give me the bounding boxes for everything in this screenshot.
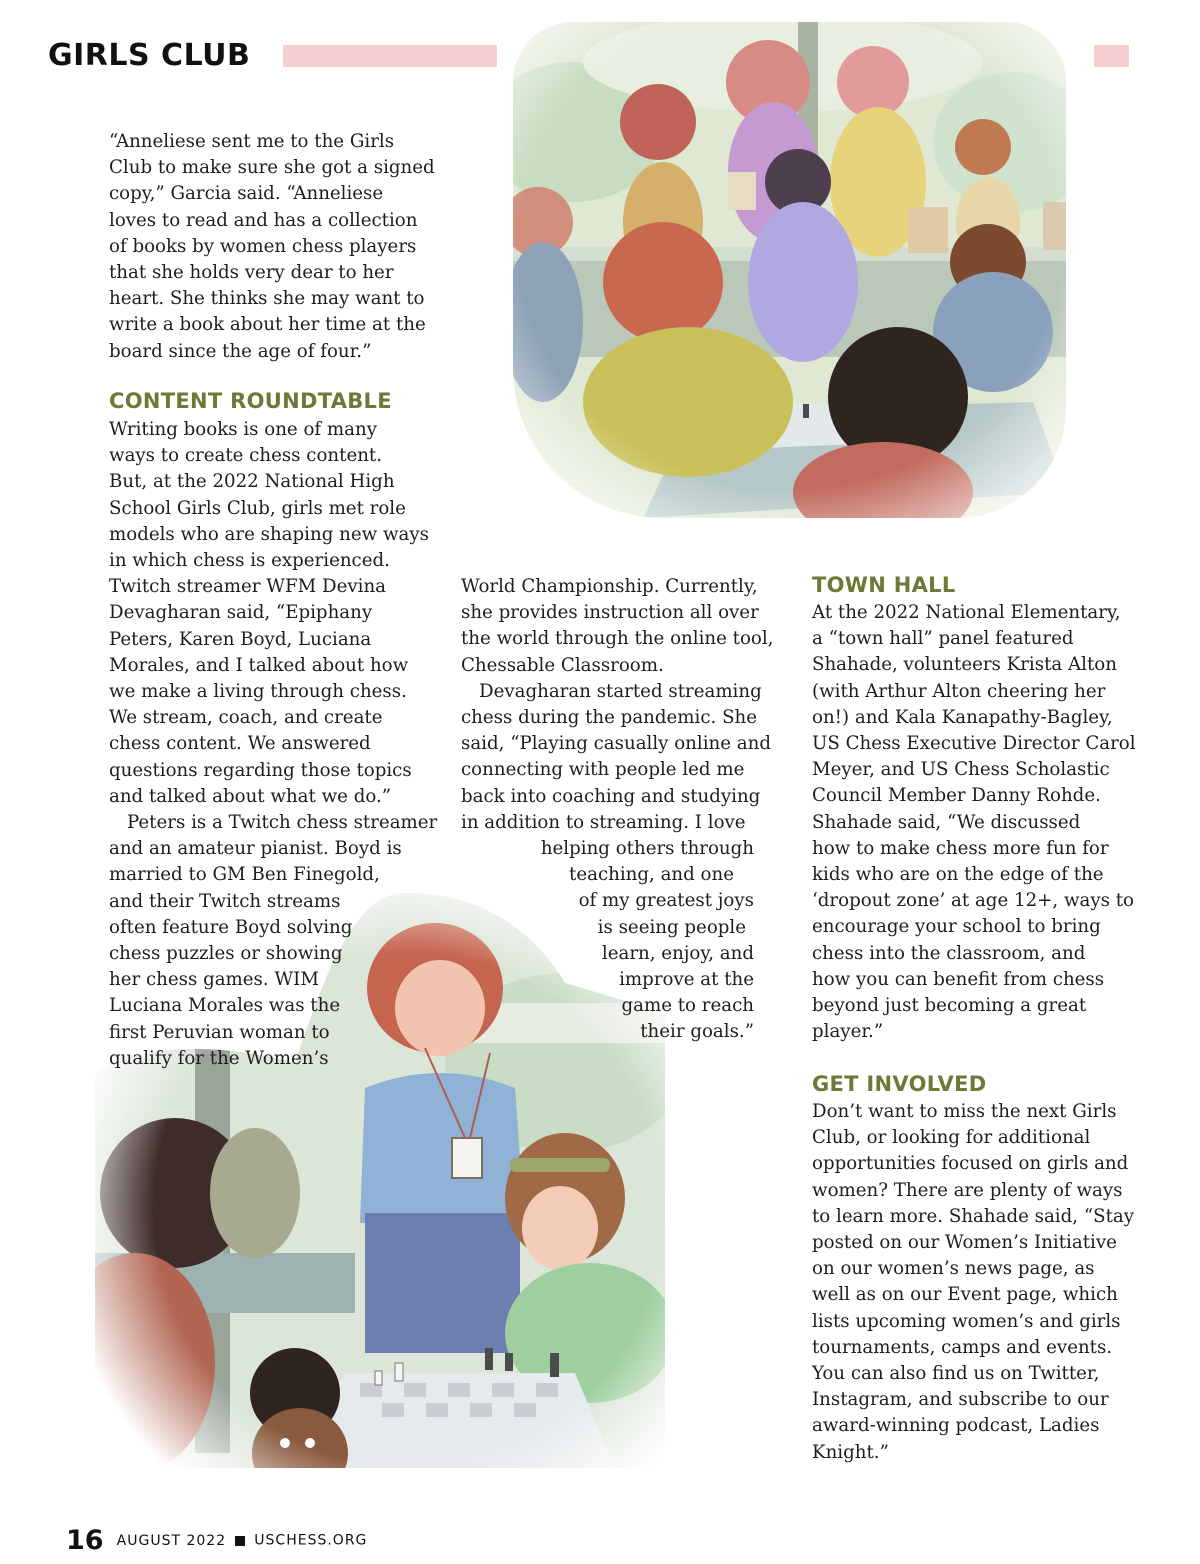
heading-town-hall: TOWN HALL (812, 573, 956, 597)
text-line: School Girls Club, girls met role (109, 497, 406, 519)
text-line: women? There are plenty of ways (812, 1179, 1123, 1201)
text-line: ways to create chess content. (109, 445, 383, 467)
text-line: chess during the pandemic. She (461, 707, 758, 729)
text-line: opportunities focused on girls and (812, 1153, 1129, 1175)
text-line: player.” (812, 1021, 884, 1043)
text-line: in which chess is experienced. (109, 550, 390, 572)
text-line: of my greatest joys (578, 890, 754, 912)
text-line: chess puzzles or showing (109, 943, 343, 965)
text-line: Instagram, and subscribe to our (812, 1389, 1109, 1411)
text-line: loves to read and has a collection (109, 209, 418, 231)
text-line: At the 2022 National Elementary, (812, 602, 1121, 623)
text-line: and an amateur pianist. Boyd is (109, 838, 402, 860)
text-line: Knight.” (812, 1441, 889, 1463)
column1-body (109, 417, 437, 1072)
text-line: board since the age of four.” (109, 340, 372, 362)
text-line: is seeing people (597, 916, 746, 938)
text-line: her chess games. WIM (109, 969, 319, 991)
heading-get-involved: GET INVOLVED (812, 1072, 987, 1096)
text-line: beyond just becoming a great (812, 995, 1087, 1017)
text-line: teaching, and one (569, 864, 734, 886)
text-line: copy,” Garcia said. “Anneliese (109, 183, 384, 205)
column3-town-hall (812, 600, 1136, 1045)
text-line: encourage your school to bring (812, 916, 1101, 938)
text-line: how you can benefit from chess (812, 968, 1105, 990)
text-line: and their Twitch streams (109, 890, 341, 912)
text-line: tournaments, camps and events. (812, 1336, 1113, 1358)
text-line: Don’t want to miss the next Girls (812, 1101, 1117, 1122)
text-line: write a book about her time at the (109, 314, 426, 336)
text-line: chess into the classroom, and (812, 942, 1086, 964)
text-line: on our women’s news page, as (812, 1258, 1095, 1280)
text-line: Council Member Danny Rohde. (812, 785, 1101, 807)
text-line: Twitch streamer WFM Devina (109, 576, 386, 598)
text-line: (with Arthur Alton cheering her (812, 680, 1106, 702)
text-line: Morales, and I talked about how (109, 654, 409, 676)
illustration-girls-playing-chess-outdoors (513, 22, 1066, 518)
text-line: heart. She thinks she may want to (109, 288, 425, 310)
text-line: and talked about what we do.” (109, 785, 392, 807)
column1-intro (109, 129, 435, 365)
text-line: Club, or looking for additional (812, 1127, 1091, 1149)
text-line: But, at the 2022 National High (109, 471, 395, 493)
column2-body (461, 574, 773, 836)
text-line: their goals.” (640, 1021, 754, 1043)
text-line: game to reach (621, 995, 754, 1017)
text-line: how to make chess more fun for (812, 837, 1109, 859)
text-line: kids who are on the edge of the (812, 864, 1104, 886)
header-accent-bar-left (283, 45, 497, 67)
text-line: Devagharan said, “Epiphany (109, 602, 373, 624)
text-line: in addition to streaming. I love (461, 811, 746, 833)
text-line: Meyer, and US Chess Scholastic (812, 759, 1110, 781)
text-line: she provides instruction all over (461, 602, 759, 624)
text-line: “Anneliese sent me to the Girls (109, 131, 395, 152)
text-line: ‘dropout zone’ at age 12+, ways to (812, 890, 1135, 912)
footer-separator-square (235, 1536, 245, 1546)
text-line: learn, enjoy, and (601, 942, 754, 964)
page-footer (66, 1525, 367, 1556)
text-line: married to GM Ben Finegold, (109, 864, 380, 886)
text-line: US Chess Executive Director Carol (812, 733, 1136, 755)
text-line: the world through the online tool, (461, 628, 774, 650)
text-line: connecting with people led me (461, 759, 745, 781)
column3-get-involved (812, 1099, 1134, 1466)
heading-content-roundtable: CONTENT ROUNDTABLE (109, 389, 392, 413)
text-line: often feature Boyd solving (109, 916, 353, 938)
text-line: a “town hall” panel featured (812, 628, 1074, 650)
text-line: Club to make sure she got a signed (109, 157, 435, 179)
text-line: You can also find us on Twitter, (812, 1363, 1100, 1385)
text-line: Writing books is one of many (109, 419, 378, 440)
text-line: Shahade said, “We discussed (812, 811, 1081, 833)
text-line: of books by women chess players (109, 235, 417, 257)
text-line: Chessable Classroom. (461, 654, 664, 676)
text-line: award-winning podcast, Ladies (812, 1415, 1100, 1437)
text-line: we make a living through chess. (109, 681, 407, 703)
text-line: Peters is a Twitch chess streamer (127, 812, 438, 834)
text-line: to learn more. Shahade said, “Stay (812, 1205, 1135, 1227)
text-line: Luciana Morales was the (109, 995, 341, 1017)
text-line: improve at the (619, 969, 754, 991)
text-line: said, “Playing casually online and (461, 733, 771, 755)
text-line: that she holds very dear to her (109, 262, 394, 284)
section-title: GIRLS CLUB (48, 38, 251, 73)
text-line: Peters, Karen Boyd, Luciana (109, 628, 372, 650)
text-line: We stream, coach, and create (109, 707, 383, 729)
footer-issue: AUGUST 2022 (116, 1532, 227, 1549)
header-accent-bar-right (1094, 45, 1129, 67)
column2-wrapped-quote (461, 836, 754, 1046)
footer-site: USCHESS.ORG (254, 1532, 368, 1549)
text-line: Shahade, volunteers Krista Alton (812, 654, 1117, 676)
text-line: back into coaching and studying (461, 785, 761, 807)
text-line: lists upcoming women’s and girls (812, 1310, 1121, 1332)
page-number: 16 (66, 1525, 104, 1556)
text-line: chess content. We answered (109, 733, 371, 755)
text-line: well as on our Event page, which (812, 1284, 1118, 1306)
text-line: first Peruvian woman to (109, 1021, 330, 1043)
text-line: questions regarding those topics (109, 759, 412, 781)
text-line: qualify for the Women’s (109, 1047, 329, 1069)
text-line: Devagharan started streaming (479, 680, 762, 702)
text-line: on!) and Kala Kanapathy-Bagley, (812, 706, 1113, 728)
text-line: posted on our Women’s Initiative (812, 1232, 1117, 1254)
text-line: World Championship. Currently, (461, 576, 758, 597)
text-line: models who are shaping new ways (109, 523, 429, 545)
text-line: helping others through (540, 838, 754, 859)
